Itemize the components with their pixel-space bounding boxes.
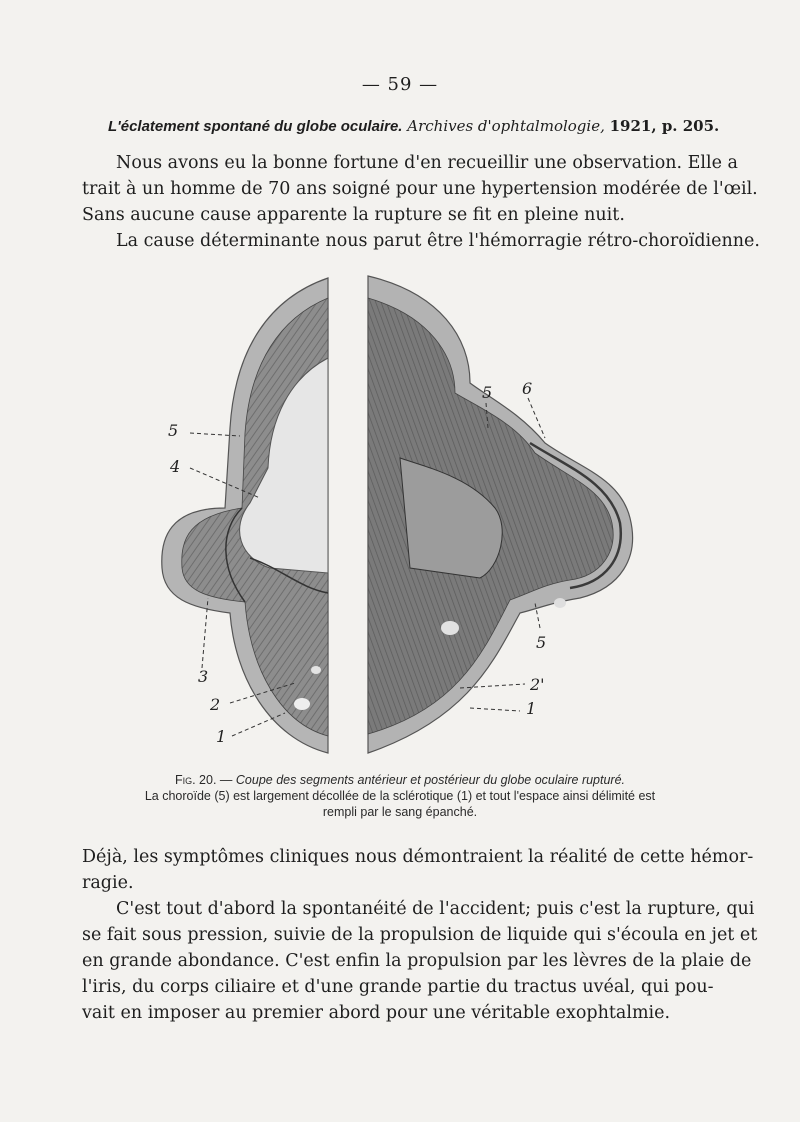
- reference-journal: Archives d'ophtalmologie,: [407, 117, 605, 135]
- text-line: l'iris, du corps ciliaire et d'une grande partie du tractus uvéal, qui pou-: [82, 977, 714, 997]
- label-right-5-top: 5: [482, 383, 493, 402]
- label-right-5-bottom: 5: [536, 633, 547, 652]
- caption-line: La choroïde (5) est largement décollée de la sclérotique (1) et tout l'espace ainsi délimité est: [144, 789, 656, 803]
- label-right-2prime: 2': [530, 675, 545, 694]
- text-line: C'est tout d'abord la spontanéité de l'accident; puis c'est la rupture, qui: [116, 899, 755, 919]
- reference-line: [108, 117, 720, 135]
- label-left-3: 3: [198, 667, 209, 686]
- label-right-1: 1: [526, 699, 537, 718]
- right-segment: [368, 276, 633, 753]
- figure-label: Fig. 20.: [174, 773, 217, 787]
- text-line: trait à un homme de 70 ans soigné pour une hypertension modérée de l'œil.: [82, 179, 758, 199]
- text-line: Sans aucune cause apparente la rupture se fit en pleine nuit.: [82, 205, 625, 225]
- label-left-4: 4: [170, 457, 181, 476]
- paragraph-intro: [82, 150, 760, 254]
- figure-eye-section: [150, 268, 650, 758]
- reference-details: 1921, p. 205.: [609, 117, 720, 135]
- label-left-2: 2: [210, 695, 221, 714]
- caption-line: rempli par le sang épanché.: [322, 805, 478, 819]
- label-left-5: 5: [168, 421, 179, 440]
- caption-title: — Coupe des segments antérieur et postérieur du globe oculaire rupturé.: [219, 773, 626, 787]
- text-line: Déjà, les symptômes cliniques nous démontraient la réalité de cette hémor-: [82, 847, 754, 867]
- label-right-6: 6: [522, 379, 533, 398]
- text-line: La cause déterminante nous parut être l'hémorragie rétro-choroïdienne.: [116, 231, 760, 251]
- left-segment: [162, 278, 328, 753]
- text-line: se fait sous pression, suivie de la propulsion de liquide qui s'écoula en jet et: [82, 925, 758, 945]
- text-line: ragie.: [82, 873, 134, 893]
- paragraph-symptoms: [82, 844, 758, 1026]
- text-line: en grande abondance. C'est enfin la propulsion par les lèvres de la plaie de: [82, 951, 752, 971]
- figure-caption: [82, 772, 718, 820]
- page-number: — 59 —: [361, 74, 439, 95]
- reference-title: L'éclatement spontané du globe oculaire.: [108, 118, 403, 135]
- text-line: vait en imposer au premier abord pour une véritable exophtalmie.: [82, 1003, 671, 1023]
- text-line: Nous avons eu la bonne fortune d'en recueillir une observation. Elle a: [116, 153, 738, 173]
- label-left-1: 1: [216, 727, 227, 746]
- eye-section-illustration: [150, 268, 650, 758]
- caption-title-line: [82, 772, 718, 788]
